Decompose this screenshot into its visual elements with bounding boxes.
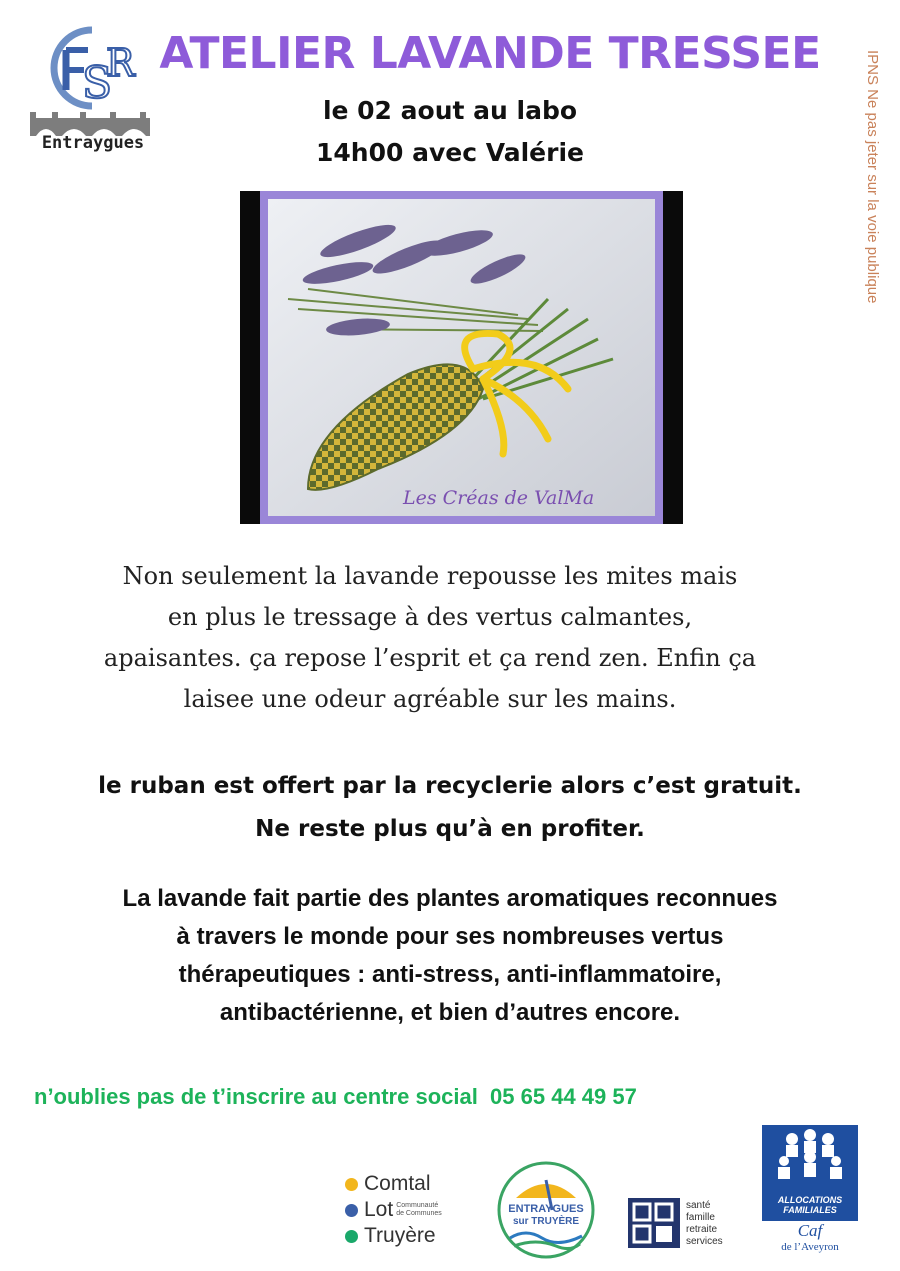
info-line: La lavande fait partie des plantes aromatiques reconnues bbox=[122, 885, 778, 912]
intro-line: laisee une odeur agréable sur les mains. bbox=[183, 685, 677, 713]
caf-figures-icon bbox=[762, 1125, 858, 1193]
ipns-note bbox=[864, 50, 888, 380]
intro-paragraph bbox=[30, 556, 830, 720]
msa-word: services bbox=[686, 1236, 723, 1247]
ccl-word: Truyère bbox=[364, 1224, 436, 1247]
ccl-small-text: Communauté de Communes bbox=[396, 1202, 442, 1217]
intro-line: apaisantes. ça repose l’esprit et ça rend zen. Enfin ça bbox=[103, 644, 757, 672]
notice-line: le ruban est offert par la recyclerie alors c’est gratuit. bbox=[98, 773, 802, 799]
msa-word: famille bbox=[686, 1212, 715, 1223]
msa-word: retraite bbox=[686, 1224, 718, 1235]
free-ribbon-notice bbox=[20, 765, 880, 851]
ipns-note-text: IPNS Ne pas jeter sur la voie publique bbox=[864, 50, 881, 304]
page-title: ATELIER LAVANDE TRESSEE bbox=[159, 28, 821, 79]
caf-region: de l’Aveyron bbox=[781, 1241, 839, 1253]
green-dot-icon bbox=[345, 1230, 358, 1243]
signup-reminder: n’oublies pas de t’inscrire au centre social 05 65 44 49 57 bbox=[34, 1084, 637, 1109]
svg-text:R: R bbox=[106, 41, 135, 85]
event-date: le 02 aout au labo bbox=[322, 96, 578, 125]
photo-frame bbox=[260, 191, 663, 524]
lavender-info-paragraph bbox=[20, 880, 880, 1032]
badge-line2: sur TRUYÈRE bbox=[512, 1216, 580, 1227]
lavender-photo bbox=[240, 191, 683, 524]
lavender-braid-image bbox=[268, 199, 655, 516]
msa-logo bbox=[628, 1196, 740, 1252]
caf-logo bbox=[762, 1125, 858, 1258]
intro-line: Non seulement la lavande repousse les mites mais bbox=[122, 562, 738, 590]
ccl-row-lot bbox=[345, 1198, 446, 1222]
photo-credit: Les Créas de ValMa bbox=[403, 487, 595, 509]
blue-dot-icon bbox=[345, 1204, 358, 1217]
caf-name: Caf bbox=[797, 1221, 823, 1240]
msa-word: santé bbox=[686, 1200, 711, 1211]
info-line: thérapeutiques : anti-stress, anti-inflammatoire, bbox=[178, 961, 722, 988]
msa-services-list bbox=[686, 1200, 723, 1248]
intro-line: en plus le tressage à des vertus calmantes, bbox=[167, 603, 693, 631]
caf-allocations-text: ALLOCATIONS FAMILIALES bbox=[777, 1195, 843, 1215]
info-line: à travers le monde pour ses nombreuses vertus bbox=[176, 923, 724, 950]
msa-mark bbox=[628, 1198, 680, 1248]
ccl-word: Lot bbox=[364, 1198, 394, 1221]
ccl-word: Comtal bbox=[364, 1172, 431, 1195]
entraygues-sur-truyere-logo bbox=[496, 1160, 596, 1260]
badge-line1: ENTRAYGUES bbox=[508, 1203, 584, 1215]
svg-text:S: S bbox=[82, 58, 113, 109]
msa-mark-graphic bbox=[628, 1198, 680, 1248]
info-line: antibactérienne, et bien d’autres encore. bbox=[219, 999, 681, 1026]
ccl-row-truyere bbox=[345, 1224, 436, 1248]
ccl-row-comtal bbox=[345, 1172, 431, 1196]
entraygues-badge-graphic bbox=[496, 1160, 596, 1260]
yellow-dot-icon bbox=[345, 1178, 358, 1191]
event-time: 14h00 avec Valérie bbox=[316, 138, 584, 167]
logo-city-name: Entraygues bbox=[41, 133, 145, 153]
comtal-lot-truyere-logo bbox=[345, 1170, 495, 1250]
notice-line: Ne reste plus qu’à en profiter. bbox=[255, 816, 645, 842]
